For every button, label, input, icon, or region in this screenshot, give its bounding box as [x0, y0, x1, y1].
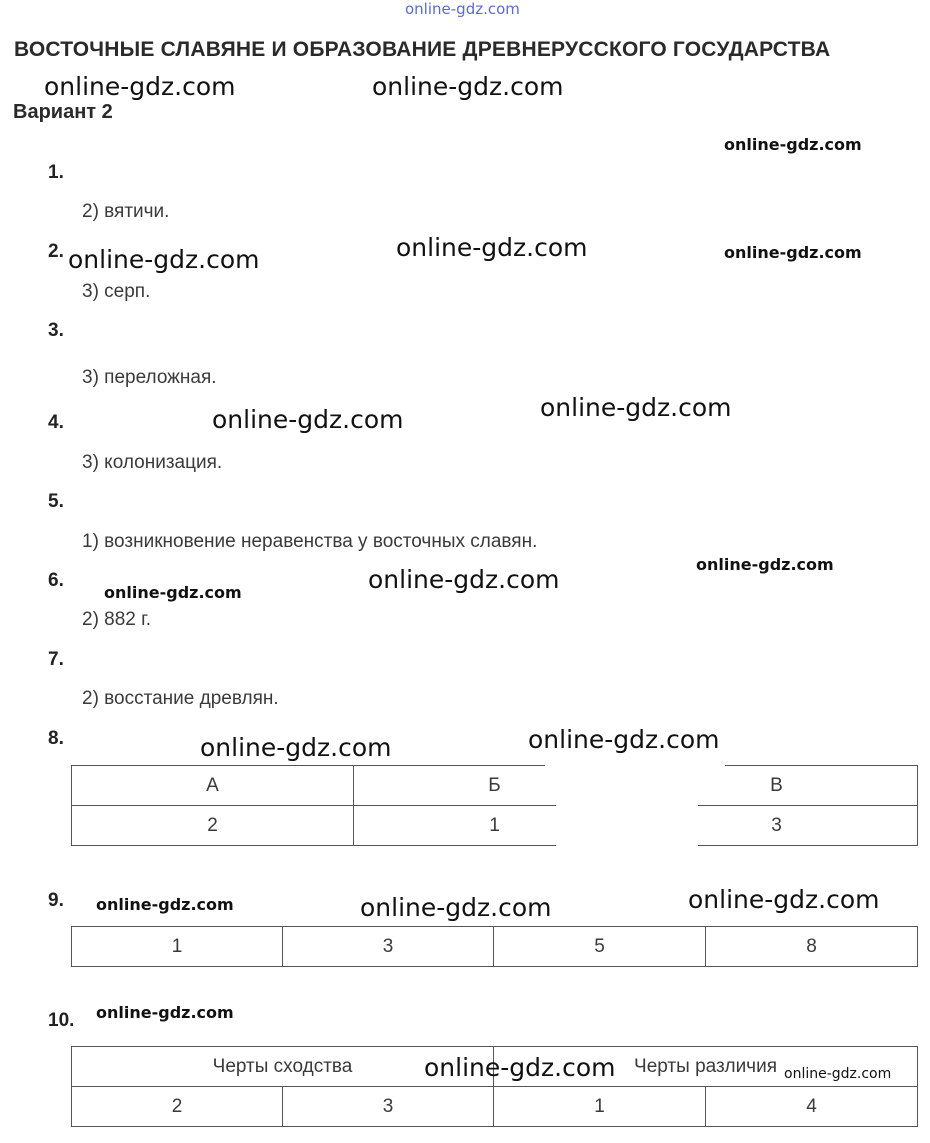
- watermark: online-gdz.com: [696, 555, 834, 574]
- answer-table-9: [71, 926, 918, 967]
- watermark: online-gdz.com: [396, 233, 588, 262]
- table-cell: 3: [283, 927, 494, 967]
- watermark: online-gdz.com: [104, 583, 242, 602]
- question-number-5: 5.: [48, 491, 64, 512]
- watermark: online-gdz.com: [688, 885, 880, 914]
- table-cell: 8: [706, 927, 918, 967]
- table-header-cell: В: [636, 766, 918, 806]
- table-cell: 3: [636, 806, 918, 846]
- table-header-cell: Черты различия: [494, 1047, 918, 1087]
- table-cell: 3: [283, 1087, 494, 1127]
- table-cell: 1: [72, 927, 283, 967]
- answer-4: 3) колонизация.: [82, 452, 223, 473]
- table-cell: 1: [494, 1087, 706, 1127]
- watermark: online-gdz.com: [44, 72, 236, 101]
- watermark: online-gdz.com: [96, 895, 234, 914]
- table-cell: 2: [72, 1087, 283, 1127]
- question-number-1: 1.: [48, 162, 64, 183]
- question-number-10: 10.: [48, 1010, 75, 1031]
- table-row: [72, 1087, 918, 1127]
- table-cell: 1: [354, 806, 636, 846]
- page-title: ВОСТОЧНЫЕ СЛАВЯНЕ И ОБРАЗОВАНИЕ ДРЕВНЕРУССКОГО ГОСУДАРСТВА: [14, 38, 831, 61]
- question-number-6: 6.: [48, 570, 64, 591]
- watermark: online-gdz.com: [200, 733, 392, 762]
- answer-5: 1) возникновение неравенства у восточных славян.: [82, 531, 538, 552]
- watermark-erasure: [556, 804, 698, 852]
- question-number-9: 9.: [48, 890, 64, 911]
- watermark: online-gdz.com: [424, 1053, 616, 1082]
- watermark: online-gdz.com: [360, 893, 552, 922]
- table-row: [72, 766, 918, 806]
- table-cell: 4: [706, 1087, 918, 1127]
- question-number-2: 2.: [48, 241, 64, 262]
- watermark: online-gdz.com: [784, 1066, 892, 1082]
- table-row: [72, 806, 918, 846]
- table-header-cell: Б: [354, 766, 636, 806]
- watermark: online-gdz.com: [368, 565, 560, 594]
- answer-2: 3) серп.: [82, 281, 151, 302]
- table-cell: 5: [494, 927, 706, 967]
- answer-6: 2) 882 г.: [82, 609, 152, 630]
- watermark: online-gdz.com: [540, 393, 732, 422]
- variant-label: Вариант 2: [13, 101, 113, 123]
- answer-1: 2) вятичи.: [82, 201, 170, 222]
- watermark: online-gdz.com: [724, 135, 862, 154]
- table-row: [72, 927, 918, 967]
- question-number-8: 8.: [48, 728, 64, 749]
- question-number-3: 3.: [48, 320, 64, 341]
- answer-7: 2) восстание древлян.: [82, 688, 279, 709]
- watermark: online-gdz.com: [372, 72, 564, 101]
- table-cell: 2: [72, 806, 354, 846]
- table-header-cell: Черты сходства: [72, 1047, 494, 1087]
- answer-3: 3) переложная.: [82, 367, 217, 388]
- watermark: online-gdz.com: [724, 243, 862, 262]
- answer-table-8: [71, 765, 918, 846]
- table-header-cell: А: [72, 766, 354, 806]
- watermark: online-gdz.com: [212, 405, 404, 434]
- watermark-erasure: [545, 760, 725, 804]
- watermark-top: online-gdz.com: [405, 0, 520, 18]
- watermark: online-gdz.com: [528, 725, 720, 754]
- watermark: online-gdz.com: [96, 1003, 234, 1022]
- question-number-7: 7.: [48, 649, 64, 670]
- question-number-4: 4.: [48, 412, 64, 433]
- watermark: online-gdz.com: [68, 245, 260, 274]
